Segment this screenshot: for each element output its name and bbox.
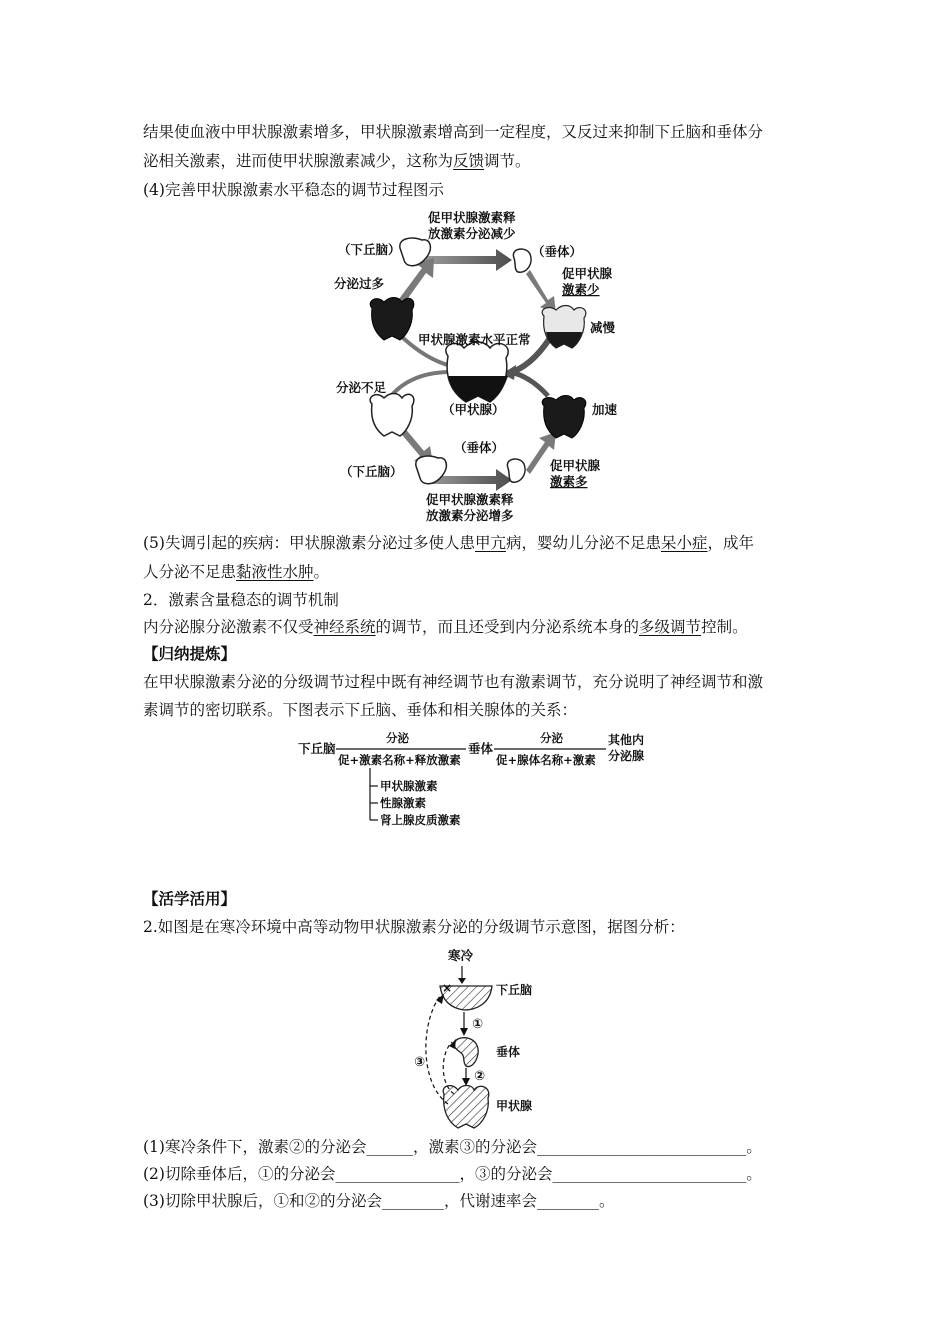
slow-label: 减慢 — [590, 320, 616, 335]
text-span: 人分泌不足患 — [143, 563, 237, 581]
hypothalamus-label-bottom: （下丘脑） — [340, 464, 403, 479]
tsh-high-label-2: 激素多 — [550, 474, 588, 489]
secrete-label-1: 分泌 — [386, 731, 409, 745]
thyroid-shape-light-left — [370, 394, 414, 437]
secrete-label-2: 分泌 — [540, 731, 563, 745]
answer-underline: 多级调节 — [639, 618, 702, 636]
mechanism-line — [143, 616, 748, 638]
pituitary-shape — [454, 1038, 478, 1067]
arrow-2-head — [462, 1078, 470, 1086]
item-4-heading: (4)完善甲状腺激素水平稳态的调节过程图示 — [143, 181, 444, 199]
arrow-right-top — [426, 249, 512, 271]
text-span: 病，婴幼儿分泌不足患 — [505, 534, 661, 552]
text-span: 。 — [313, 563, 330, 581]
answer-line-2: (2)切除垂体后，①的分泌会________________，③的分泌会_________________________。 — [143, 1165, 762, 1183]
arrow-curve-left-lower — [390, 372, 448, 397]
thyroid-shape-dark-right — [542, 396, 586, 439]
pituitary-label-top: （垂体） — [532, 244, 583, 259]
answer-underline: 黏液性水肿 — [236, 563, 314, 581]
text-span: 泌相关激素，进而使甲状腺激素减少，这称为 — [143, 152, 454, 170]
answer-underline: 呆小症 — [661, 534, 708, 552]
thyroid-label: （甲状腺） — [442, 402, 505, 417]
cold-regulation-diagram — [400, 944, 560, 1134]
pituitary-text: 垂体 — [468, 741, 494, 756]
other-glands-line2: 分泌腺 — [608, 749, 645, 763]
text-span: ，成年 — [707, 534, 755, 552]
summary-heading: 【归纳提炼】 — [143, 644, 237, 663]
answer-underline: 反馈 — [453, 152, 485, 170]
hormone-3: 肾上腺皮质激素 — [380, 813, 461, 827]
arrow-1-head — [460, 1028, 468, 1036]
section-2-heading: 2．激素含量稳态的调节机制 — [143, 591, 339, 609]
tsh-low-label-2: 激素少 — [562, 282, 600, 297]
thyroid-shape-dark-left — [370, 298, 414, 341]
label-3: ③ — [414, 1055, 426, 1070]
tsh-high-label-1: 促甲状腺 — [550, 458, 601, 473]
practice-heading: 【活学活用】 — [143, 889, 237, 908]
other-glands-line1: 其他内 — [608, 733, 645, 747]
item-5-line1 — [143, 532, 754, 554]
pituitary-shape-top — [513, 249, 531, 272]
question-2: 2.如图是在寒冷环境中高等动物甲状腺激素分泌的分级调节示意图，据图分析： — [143, 918, 685, 936]
text-span: 控制。 — [701, 618, 748, 636]
summary-line1: 在甲状腺激素分泌的分级调节过程中既有神经调节也有激素调节，充分说明了神经调节和激 — [143, 673, 764, 691]
pituitary-label: 垂体 — [496, 1045, 521, 1059]
feedback-arrow-3a-head — [436, 994, 444, 1004]
answer-line-3: (3)切除甲状腺后，①和②的分泌会________，代谢速率会________。 — [143, 1192, 615, 1210]
answer-line-1: (1)寒冷条件下，激素②的分泌会______，激素③的分泌会___________________________。 — [143, 1138, 762, 1156]
pituitary-shape-bottom — [507, 459, 525, 482]
thyroid-shape — [443, 1086, 489, 1129]
text-span: 的调节，而且还受到内分泌系统本身的 — [375, 618, 640, 636]
promote-label-1: 促+激素名称+释放激素 — [338, 753, 461, 767]
pituitary-label-bottom: （垂体） — [454, 440, 505, 455]
label-2: ② — [474, 1069, 486, 1084]
feedback-arrow-3b-head — [449, 1039, 456, 1049]
bottom-label-line1: 促甲状腺激素释 — [426, 492, 514, 507]
top-label-line2: 放激素分泌减少 — [428, 226, 516, 241]
normal-level-label: 甲状腺激素水平正常 — [418, 332, 531, 347]
tsh-low-label-1: 促甲状腺 — [562, 266, 613, 281]
item-5-line2 — [143, 561, 329, 583]
block-mark: × — [442, 981, 453, 995]
label-1: ① — [472, 1017, 484, 1032]
top-label-line1: 促甲状腺激素释 — [428, 210, 516, 225]
answer-underline: 神经系统 — [313, 618, 376, 636]
promote-label-2: 促+腺体名称+激素 — [496, 753, 596, 767]
hormone-2: 性腺激素 — [380, 796, 426, 810]
arrow-curve-right-lower — [510, 372, 548, 396]
under-secretion-label: 分泌不足 — [336, 380, 387, 395]
paragraph-line — [143, 150, 531, 172]
fast-label: 加速 — [592, 402, 618, 417]
thyroid-shape-center — [446, 342, 508, 402]
hypothalamus-text: 下丘脑 — [298, 741, 336, 756]
text-span: 内分泌腺分泌激素不仅受 — [143, 618, 314, 636]
hormone-1: 甲状腺激素 — [380, 779, 438, 793]
cold-arrow-head — [458, 978, 466, 984]
text-span: (5)失调引起的疾病：甲状腺激素分泌过多使人患 — [143, 534, 475, 552]
hypothalamus-label: 下丘脑 — [496, 983, 533, 997]
hypothalamus-label-top: （下丘脑） — [338, 242, 401, 257]
hierarchy-diagram — [296, 730, 656, 834]
paragraph-line: 结果使血液中甲状腺激素增多，甲状腺激素增高到一定程度，又反过来抑制下丘脑和垂体分 — [143, 123, 764, 141]
answer-underline: 甲亢 — [474, 534, 506, 552]
text-span: 调节。 — [484, 152, 531, 170]
cold-label: 寒冷 — [448, 948, 474, 963]
summary-line2: 素调节的密切联系。下图表示下丘脑、垂体和相关腺体的关系： — [143, 701, 578, 719]
over-secretion-label: 分泌过多 — [334, 276, 385, 291]
thyroid-label: 甲状腺 — [496, 1099, 533, 1113]
thyroid-feedback-diagram — [330, 208, 630, 524]
bottom-label-line2: 放激素分泌增多 — [426, 508, 514, 523]
